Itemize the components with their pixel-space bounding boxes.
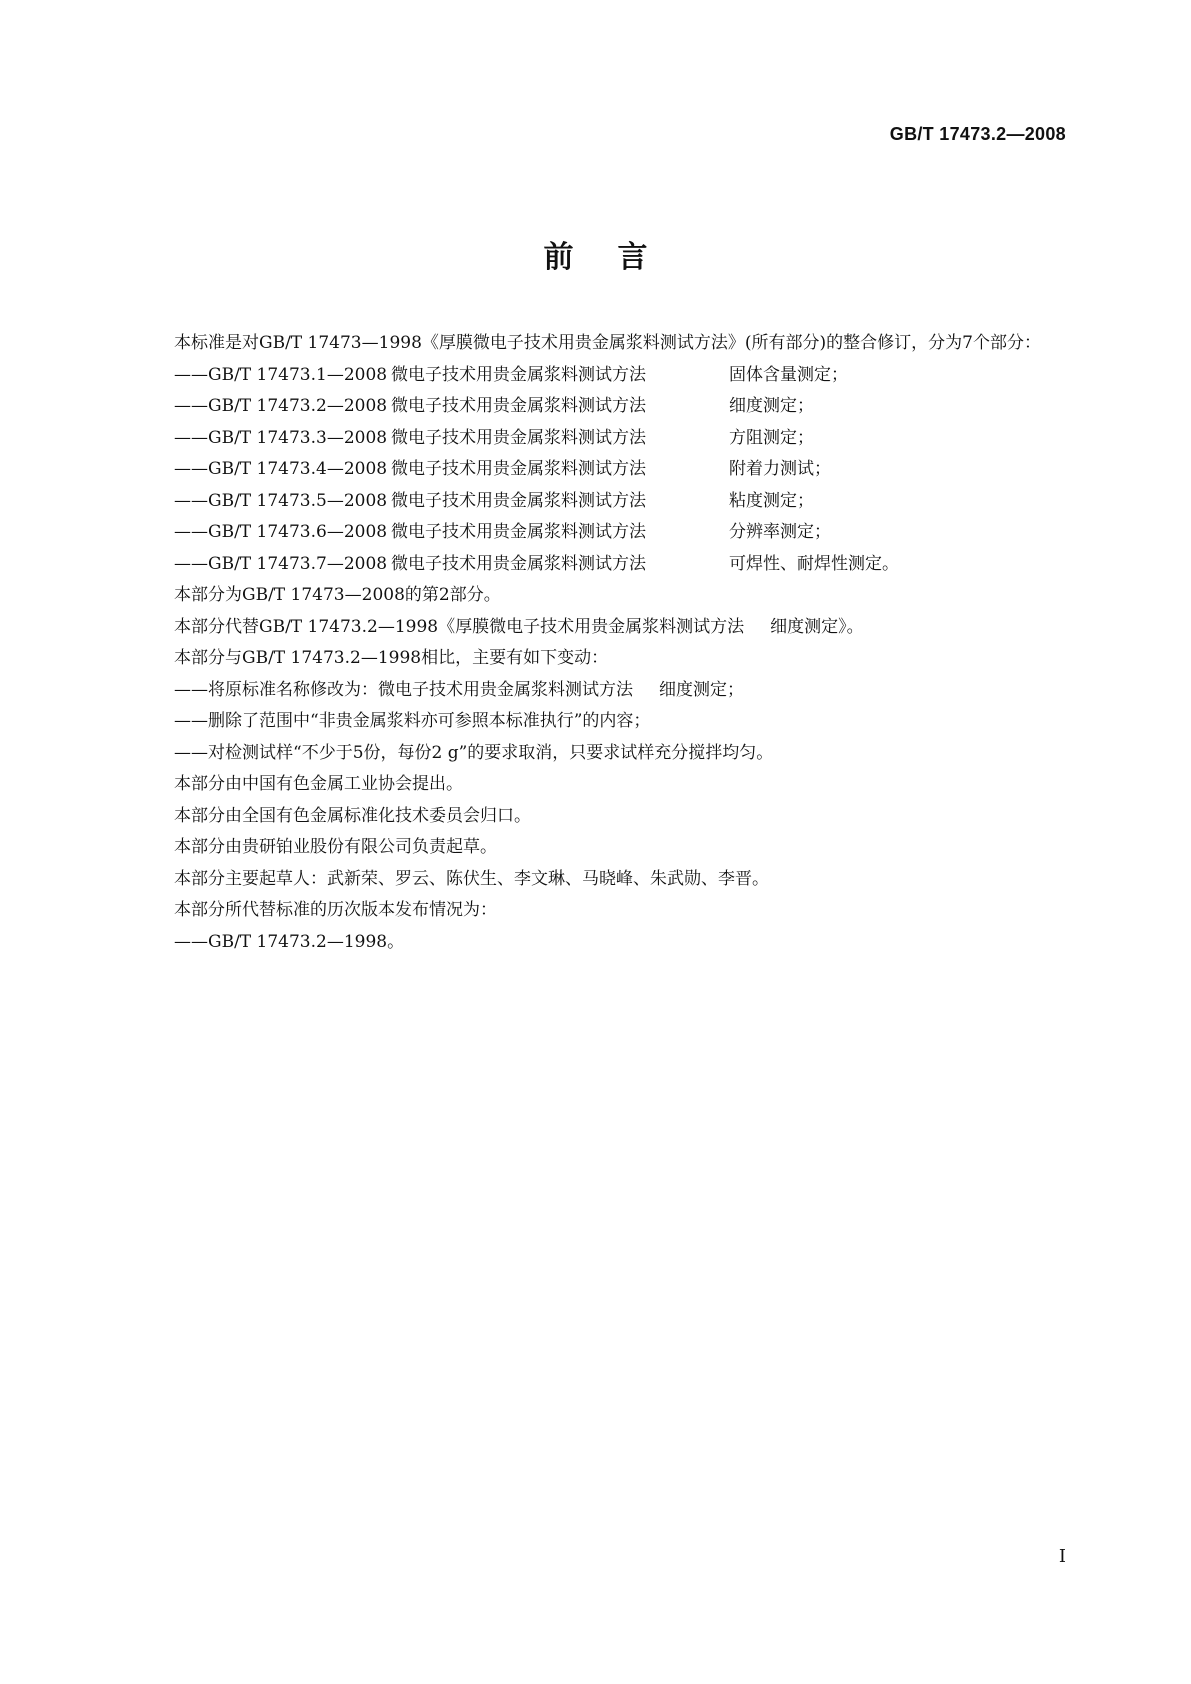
part-title: 分辨率测定； [729, 522, 831, 542]
part-series: 微电子技术用贵金属浆料测试方法 [391, 522, 646, 542]
part-code: ——GB/T 17473.3—2008 [174, 427, 388, 448]
replaces-statement [135, 612, 1070, 644]
change-rename-tail: 细度测定； [659, 679, 744, 700]
list-item [135, 549, 1070, 581]
part-title: 附着力测试； [729, 459, 831, 479]
part-series: 微电子技术用贵金属浆料测试方法 [391, 427, 646, 448]
replaces-text: 本部分代替GB/T 17473.2—1998《厚膜微电子技术用贵金属浆料测试方法 [174, 616, 745, 637]
drafters: 本部分主要起草人：武新荣、罗云、陈伏生、李文琳、马晓峰、朱武勋、李晋。 [174, 868, 769, 889]
part-title: 细度测定； [729, 396, 814, 416]
part-code: ——GB/T 17473.1—2008 [174, 364, 388, 385]
intro-paragraph: 本标准是对GB/T 17473—1998《厚膜微电子技术用贵金属浆料测试方法》(所有部分)的整合修订，分为7个部分： [174, 333, 1041, 353]
part-title: 固体含量测定； [729, 364, 848, 385]
list-item [135, 391, 1070, 423]
changes-intro: 本部分与GB/T 17473.2—1998相比，主要有如下变动： [174, 648, 609, 668]
part-title: 可焊性、耐焊性测定。 [729, 553, 899, 574]
list-item [135, 454, 1070, 486]
list-item [135, 675, 1070, 707]
part-statement: 本部分为GB/T 17473—2008的第2部分。 [174, 585, 501, 605]
replaces-tail: 细度测定》。 [770, 616, 864, 637]
list-item: ——对检测试样“不少于5份，每份2 g”的要求取消，只要求试样充分搅拌均匀。 [174, 742, 774, 763]
part-title: 粘度测定； [729, 490, 814, 511]
list-item [135, 360, 1070, 392]
part-title: 方阻测定； [729, 427, 814, 448]
managed-by: 本部分由全国有色金属标准化技术委员会归口。 [174, 805, 531, 826]
standard-number: GB/T 17473.2—2008 [889, 124, 1066, 144]
history-intro: 本部分所代替标准的历次版本发布情况为： [174, 900, 497, 920]
page-title: 前言 [543, 240, 692, 275]
foreword-body [135, 328, 1070, 958]
list-item [135, 486, 1070, 518]
part-series: 微电子技术用贵金属浆料测试方法 [391, 553, 646, 574]
list-item: ——删除了范围中“非贵金属浆料亦可参照本标准执行”的内容； [174, 711, 651, 731]
list-item [135, 517, 1070, 549]
change-rename-text: ——将原标准名称修改为：微电子技术用贵金属浆料测试方法 [174, 679, 633, 700]
part-code: ——GB/T 17473.5—2008 [174, 490, 388, 511]
part-series: 微电子技术用贵金属浆料测试方法 [391, 364, 646, 385]
part-series: 微电子技术用贵金属浆料测试方法 [391, 490, 646, 511]
page-number: I [1058, 1546, 1066, 1567]
list-item: ——GB/T 17473.2—1998。 [174, 931, 405, 952]
part-code: ——GB/T 17473.2—2008 [174, 396, 388, 416]
part-series: 微电子技术用贵金属浆料测试方法 [391, 459, 646, 479]
part-code: ——GB/T 17473.4—2008 [174, 459, 388, 479]
part-series: 微电子技术用贵金属浆料测试方法 [391, 396, 646, 416]
proposed-by: 本部分由中国有色金属工业协会提出。 [174, 774, 463, 794]
part-code: ——GB/T 17473.6—2008 [174, 522, 388, 542]
drafted-by: 本部分由贵研铂业股份有限公司负责起草。 [174, 837, 497, 857]
part-code: ——GB/T 17473.7—2008 [174, 553, 388, 574]
parts-list [135, 360, 1070, 581]
list-item [135, 423, 1070, 455]
